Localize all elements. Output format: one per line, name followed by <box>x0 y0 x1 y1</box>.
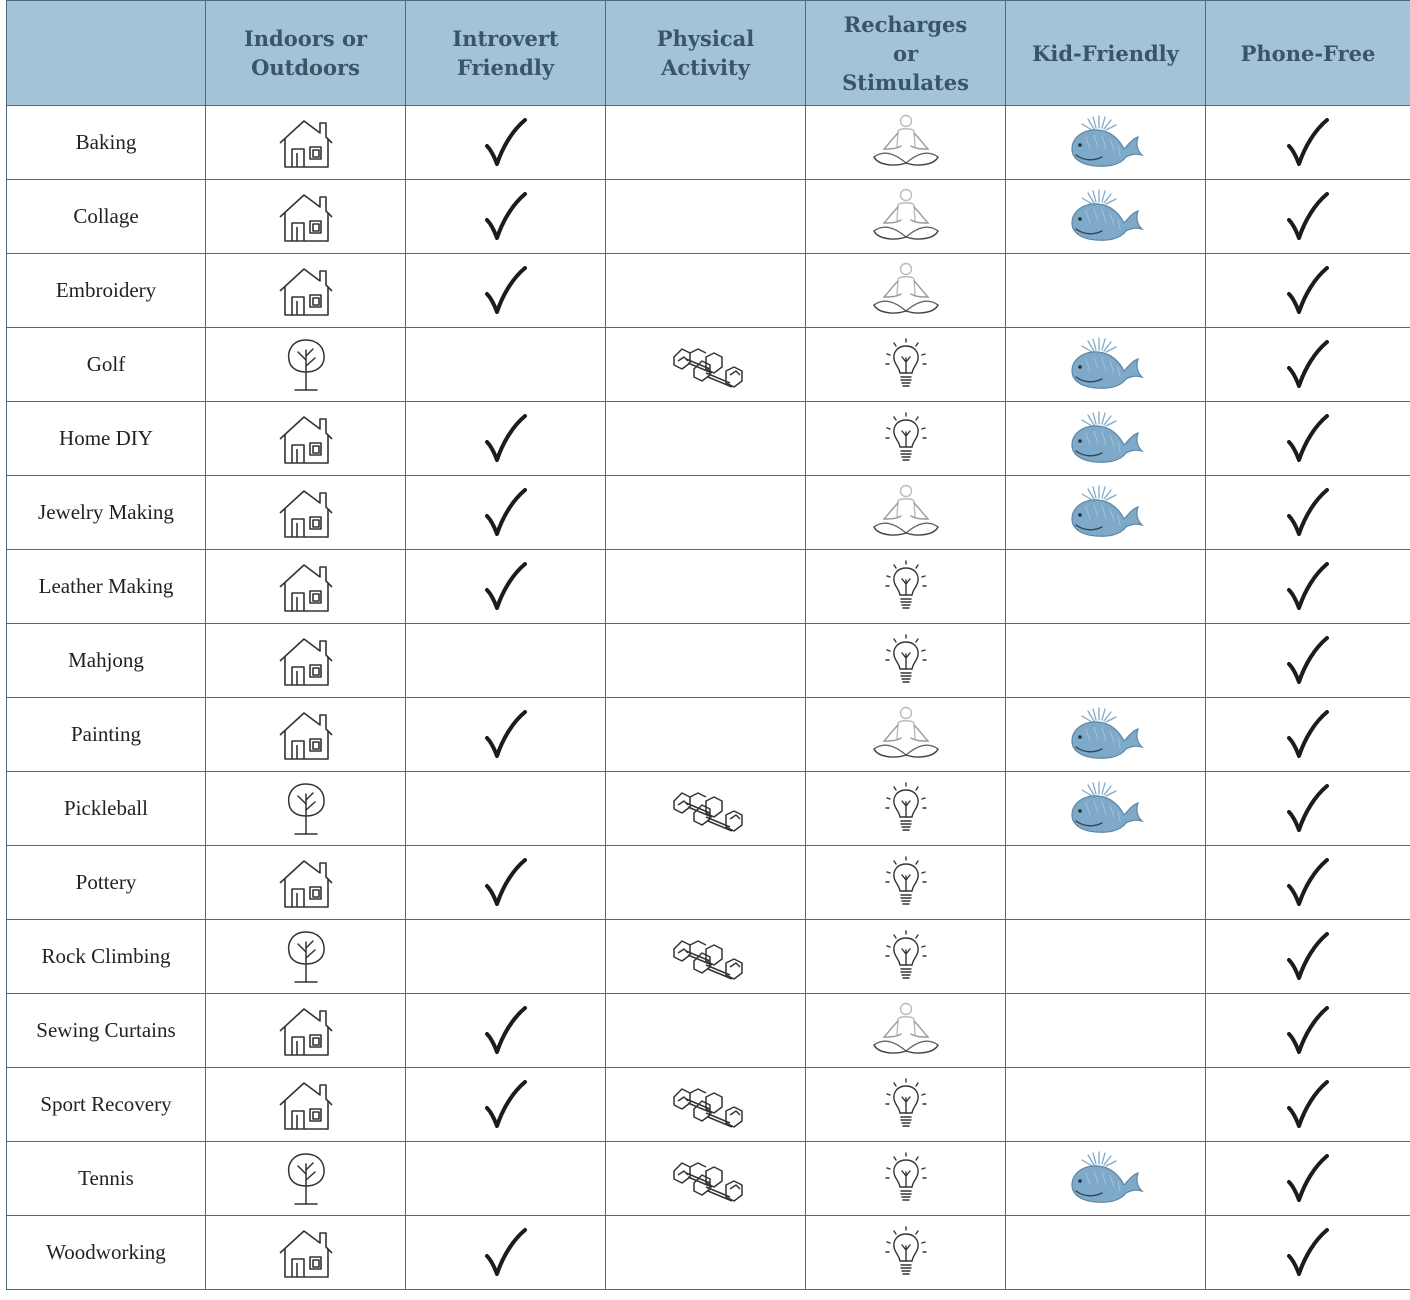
header-introvert-friendly-label: Introvert Friendly <box>452 26 559 80</box>
kid-cell <box>1006 698 1206 772</box>
introvert-cell-empty <box>406 328 606 402</box>
phone-cell <box>1206 920 1410 994</box>
energy-cell <box>806 254 1006 328</box>
table-row <box>7 1216 1410 1290</box>
table-row <box>7 624 1410 698</box>
kid-cell-empty <box>1006 1068 1206 1142</box>
lightbulb-icon <box>806 780 1005 838</box>
location-cell <box>206 1142 406 1216</box>
energy-cell <box>806 1142 1006 1216</box>
phone-cell <box>1206 254 1410 328</box>
house-icon <box>206 485 405 541</box>
kid-cell <box>1006 1142 1206 1216</box>
table-row <box>7 106 1410 180</box>
kid-cell <box>1006 476 1206 550</box>
energy-cell <box>806 920 1006 994</box>
table-row <box>7 1068 1410 1142</box>
introvert-cell-empty <box>406 624 606 698</box>
energy-cell <box>806 180 1006 254</box>
header-kid-friendly <box>1006 1 1206 106</box>
meditating-person-icon <box>806 187 1005 247</box>
checkmark-icon <box>1206 116 1410 170</box>
kid-cell-empty <box>1006 920 1206 994</box>
checkmark-icon <box>406 1004 605 1058</box>
lightbulb-icon <box>806 1076 1005 1134</box>
checkmark-icon <box>1206 412 1410 466</box>
hobby-comparison-table <box>6 0 1410 1290</box>
checkmark-icon <box>1206 1152 1410 1206</box>
house-icon <box>206 855 405 911</box>
table-row <box>7 772 1410 846</box>
house-icon <box>206 189 405 245</box>
energy-cell <box>806 106 1006 180</box>
activity-name: Leather Making <box>7 550 206 624</box>
house-icon <box>206 411 405 467</box>
tree-icon <box>206 1150 405 1208</box>
house-icon <box>206 1225 405 1281</box>
checkmark-icon <box>1206 782 1410 836</box>
physical-cell-empty <box>606 106 806 180</box>
whale-icon <box>1006 707 1205 763</box>
checkmark-icon <box>1206 930 1410 984</box>
introvert-cell <box>406 254 606 328</box>
header-physical-activity-label: Physical Activity <box>656 26 755 80</box>
introvert-cell <box>406 846 606 920</box>
activity-name: Embroidery <box>7 254 206 328</box>
kid-cell <box>1006 180 1206 254</box>
activity-name: Sport Recovery <box>7 1068 206 1142</box>
energy-cell <box>806 328 1006 402</box>
physical-cell-empty <box>606 698 806 772</box>
introvert-cell <box>406 698 606 772</box>
header-activity <box>7 1 206 106</box>
activity-name: Woodworking <box>7 1216 206 1290</box>
header-indoors-outdoors-label: Indoors or Outdoors <box>243 26 368 80</box>
checkmark-icon <box>406 116 605 170</box>
kid-cell-empty <box>1006 1216 1206 1290</box>
activity-name: Tennis <box>7 1142 206 1216</box>
introvert-cell <box>406 476 606 550</box>
checkmark-icon <box>406 1226 605 1280</box>
meditating-person-icon <box>806 113 1005 173</box>
meditating-person-icon <box>806 261 1005 321</box>
header-row <box>7 1 1410 106</box>
phone-cell <box>1206 106 1410 180</box>
header-kid-friendly-label: Kid-Friendly <box>1032 40 1179 66</box>
location-cell <box>206 106 406 180</box>
table-row <box>7 254 1410 328</box>
introvert-cell <box>406 550 606 624</box>
energy-cell <box>806 476 1006 550</box>
house-icon <box>206 1077 405 1133</box>
table-row <box>7 920 1410 994</box>
whale-icon <box>1006 1151 1205 1207</box>
location-cell <box>206 550 406 624</box>
whale-icon <box>1006 781 1205 837</box>
table-row <box>7 698 1410 772</box>
meditating-person-icon <box>806 705 1005 765</box>
kid-cell-empty <box>1006 624 1206 698</box>
phone-cell <box>1206 624 1410 698</box>
kid-cell <box>1006 402 1206 476</box>
phone-cell <box>1206 1142 1410 1216</box>
physical-cell-empty <box>606 180 806 254</box>
energy-cell <box>806 772 1006 846</box>
introvert-cell <box>406 1216 606 1290</box>
physical-cell <box>606 1068 806 1142</box>
dumbbells-icon <box>606 779 805 839</box>
lightbulb-icon <box>806 632 1005 690</box>
activity-name: Mahjong <box>7 624 206 698</box>
energy-cell <box>806 624 1006 698</box>
lightbulb-icon <box>806 928 1005 986</box>
checkmark-icon <box>1206 1226 1410 1280</box>
location-cell <box>206 698 406 772</box>
dumbbells-icon <box>606 1149 805 1209</box>
phone-cell <box>1206 1068 1410 1142</box>
checkmark-icon <box>406 708 605 762</box>
physical-cell <box>606 328 806 402</box>
phone-cell <box>1206 402 1410 476</box>
kid-cell-empty <box>1006 550 1206 624</box>
table-row <box>7 476 1410 550</box>
phone-cell <box>1206 698 1410 772</box>
header-introvert-friendly <box>406 1 606 106</box>
checkmark-icon <box>406 264 605 318</box>
table-row <box>7 328 1410 402</box>
dumbbells-icon <box>606 927 805 987</box>
tree-icon <box>206 336 405 394</box>
physical-cell-empty <box>606 846 806 920</box>
whale-icon <box>1006 115 1205 171</box>
kid-cell <box>1006 328 1206 402</box>
location-cell <box>206 772 406 846</box>
dumbbells-icon <box>606 335 805 395</box>
physical-cell <box>606 772 806 846</box>
house-icon <box>206 1003 405 1059</box>
phone-cell <box>1206 550 1410 624</box>
kid-cell <box>1006 772 1206 846</box>
activity-name: Golf <box>7 328 206 402</box>
introvert-cell-empty <box>406 772 606 846</box>
kid-cell <box>1006 106 1206 180</box>
meditating-person-icon <box>806 1001 1005 1061</box>
physical-cell-empty <box>606 254 806 328</box>
lightbulb-icon <box>806 410 1005 468</box>
energy-cell <box>806 1216 1006 1290</box>
table-row <box>7 550 1410 624</box>
activity-name: Sewing Curtains <box>7 994 206 1068</box>
introvert-cell-empty <box>406 920 606 994</box>
house-icon <box>206 559 405 615</box>
checkmark-icon <box>1206 634 1410 688</box>
location-cell <box>206 328 406 402</box>
lightbulb-icon <box>806 1150 1005 1208</box>
table-header <box>7 1 1410 106</box>
table-body <box>7 106 1410 1290</box>
kid-cell-empty <box>1006 254 1206 328</box>
tree-icon <box>206 780 405 838</box>
activity-name: Pickleball <box>7 772 206 846</box>
house-icon <box>206 115 405 171</box>
introvert-cell <box>406 106 606 180</box>
energy-cell <box>806 698 1006 772</box>
location-cell <box>206 1068 406 1142</box>
whale-icon <box>1006 485 1205 541</box>
table-row <box>7 846 1410 920</box>
checkmark-icon <box>1206 190 1410 244</box>
checkmark-icon <box>406 856 605 910</box>
physical-cell-empty <box>606 550 806 624</box>
energy-cell <box>806 846 1006 920</box>
activity-name: Rock Climbing <box>7 920 206 994</box>
activity-name: Jewelry Making <box>7 476 206 550</box>
checkmark-icon <box>1206 338 1410 392</box>
checkmark-icon <box>1206 486 1410 540</box>
energy-cell <box>806 994 1006 1068</box>
energy-cell <box>806 550 1006 624</box>
lightbulb-icon <box>806 336 1005 394</box>
kid-cell-empty <box>1006 846 1206 920</box>
table-row <box>7 1142 1410 1216</box>
phone-cell <box>1206 328 1410 402</box>
introvert-cell <box>406 994 606 1068</box>
physical-cell-empty <box>606 994 806 1068</box>
introvert-cell <box>406 180 606 254</box>
checkmark-icon <box>1206 1078 1410 1132</box>
checkmark-icon <box>406 560 605 614</box>
activity-name: Painting <box>7 698 206 772</box>
table-row <box>7 994 1410 1068</box>
house-icon <box>206 263 405 319</box>
location-cell <box>206 180 406 254</box>
whale-icon <box>1006 337 1205 393</box>
energy-cell <box>806 402 1006 476</box>
checkmark-icon <box>1206 856 1410 910</box>
location-cell <box>206 1216 406 1290</box>
introvert-cell <box>406 1068 606 1142</box>
introvert-cell-empty <box>406 1142 606 1216</box>
energy-cell <box>806 1068 1006 1142</box>
physical-cell-empty <box>606 476 806 550</box>
phone-cell <box>1206 180 1410 254</box>
checkmark-icon <box>406 1078 605 1132</box>
checkmark-icon <box>406 412 605 466</box>
phone-cell <box>1206 772 1410 846</box>
meditating-person-icon <box>806 483 1005 543</box>
location-cell <box>206 920 406 994</box>
activity-name: Pottery <box>7 846 206 920</box>
introvert-cell <box>406 402 606 476</box>
kid-cell-empty <box>1006 994 1206 1068</box>
location-cell <box>206 994 406 1068</box>
location-cell <box>206 476 406 550</box>
checkmark-icon <box>1206 708 1410 762</box>
physical-cell-empty <box>606 1216 806 1290</box>
tree-icon <box>206 928 405 986</box>
activity-name: Home DIY <box>7 402 206 476</box>
phone-cell <box>1206 994 1410 1068</box>
header-indoors-outdoors <box>206 1 406 106</box>
location-cell <box>206 624 406 698</box>
checkmark-icon <box>406 486 605 540</box>
phone-cell <box>1206 476 1410 550</box>
house-icon <box>206 633 405 689</box>
phone-cell <box>1206 846 1410 920</box>
activity-name: Baking <box>7 106 206 180</box>
header-phone-free-label: Phone-Free <box>1240 40 1376 66</box>
checkmark-icon <box>1206 560 1410 614</box>
physical-cell <box>606 1142 806 1216</box>
location-cell <box>206 402 406 476</box>
lightbulb-icon <box>806 1224 1005 1282</box>
header-physical-activity <box>606 1 806 106</box>
header-phone-free <box>1206 1 1410 106</box>
checkmark-icon <box>406 190 605 244</box>
checkmark-icon <box>1206 1004 1410 1058</box>
lightbulb-icon <box>806 854 1005 912</box>
activity-name: Collage <box>7 180 206 254</box>
physical-cell <box>606 920 806 994</box>
phone-cell <box>1206 1216 1410 1290</box>
house-icon <box>206 707 405 763</box>
whale-icon <box>1006 189 1205 245</box>
lightbulb-icon <box>806 558 1005 616</box>
whale-icon <box>1006 411 1205 467</box>
checkmark-icon <box>1206 264 1410 318</box>
physical-cell-empty <box>606 402 806 476</box>
header-recharges-stimulates-label: Recharges or Stimulates <box>842 11 969 95</box>
location-cell <box>206 254 406 328</box>
location-cell <box>206 846 406 920</box>
table-row <box>7 180 1410 254</box>
header-recharges-stimulates <box>806 1 1006 106</box>
physical-cell-empty <box>606 624 806 698</box>
table-row <box>7 402 1410 476</box>
dumbbells-icon <box>606 1075 805 1135</box>
